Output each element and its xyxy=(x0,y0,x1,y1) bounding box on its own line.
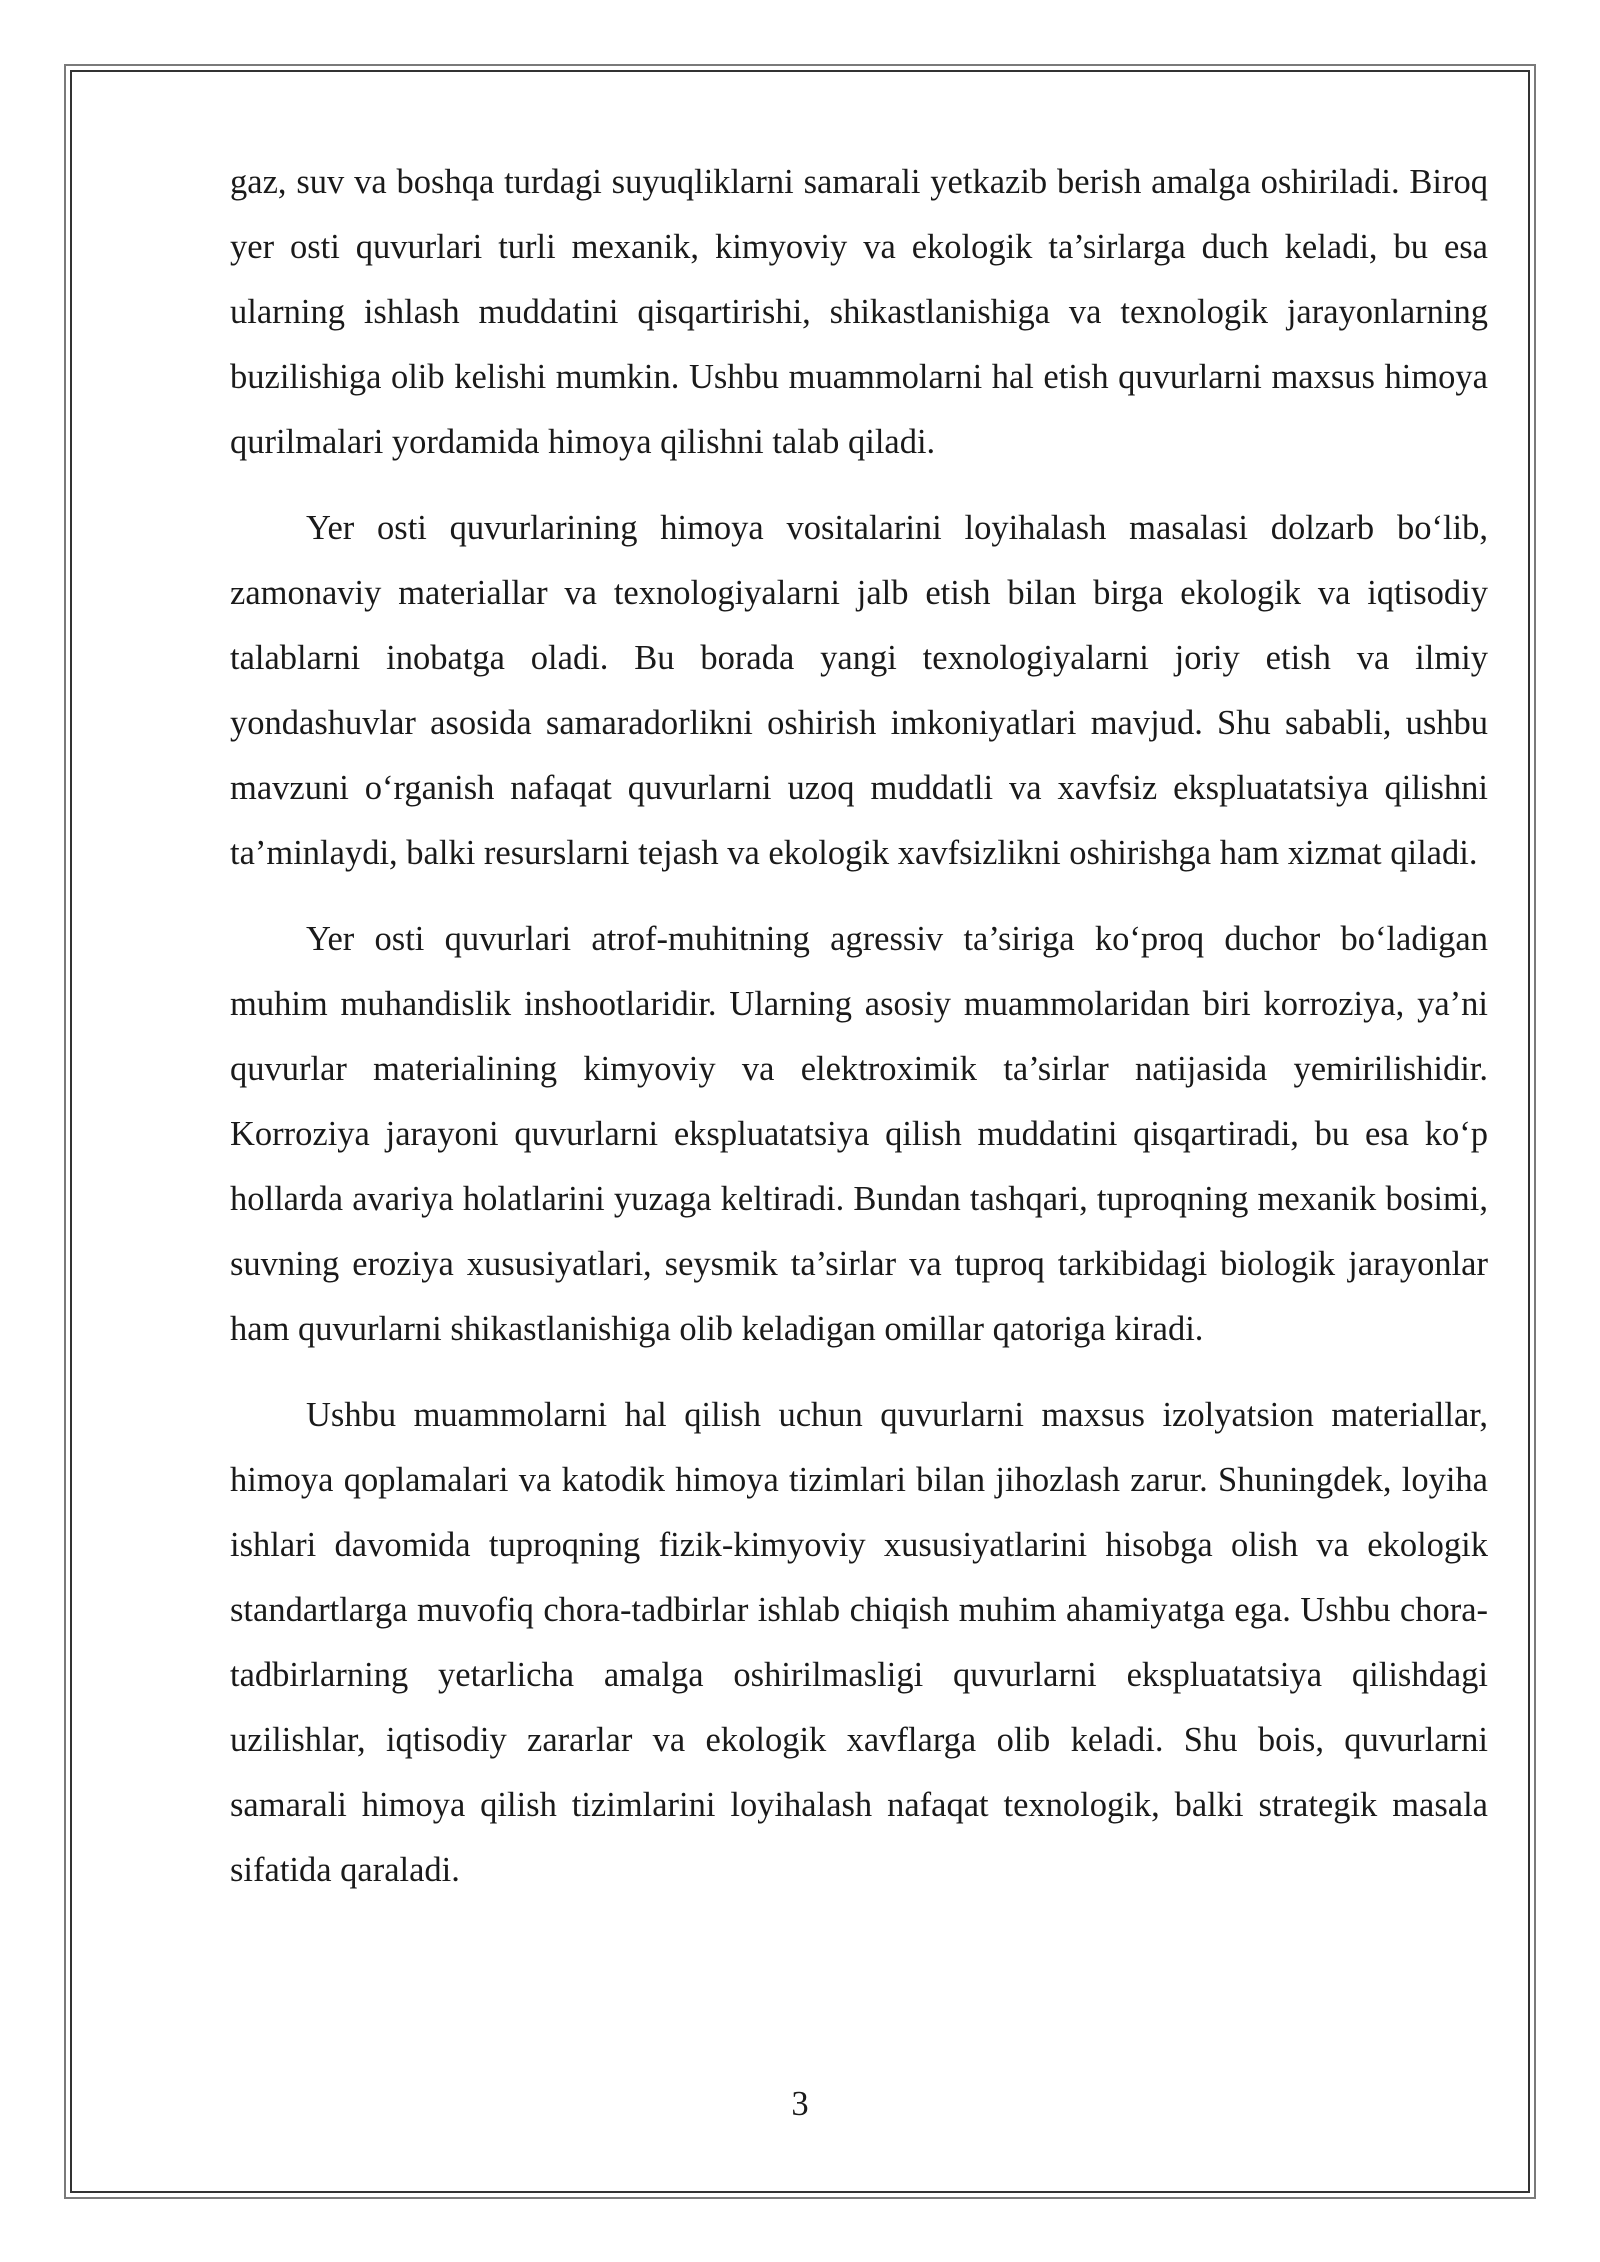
paragraph: Ushbu muammolarni hal qilish uchun quvurlarni maxsus izolyatsion materiallar, himoya qoplamalari va katodik himoya tizimlari bilan jihozlash zarur. Shuningdek, loyiha ishlari davomida tuproqning fizik-kimyoviy xususiyatlarini hisobga olish va ekologik standartlarga muvofiq chora-tadbirlar ishlab chiqish muhim ahamiyatga ega. Ushbu chora-tadbirlarning yetarlicha amalga oshirilmasligi quvurlarni ekspluatatsiya qilishdagi uzilishlar, iqtisodiy zararlar va ekologik xavflarga olib keladi. Shu bois, quvurlarni samarali himoya qilish tizimlarini loyihalash nafaqat texnologik, balki strategik masala sifatida qaraladi. xyxy=(230,1396,1488,1889)
page-number: 3 xyxy=(791,2085,809,2123)
document-body xyxy=(230,150,1488,1924)
paragraph: Yer osti quvurlari atrof-muhitning agressiv ta’siriga ko‘proq duchor bo‘ladigan muhim muhandislik inshootlaridir. Ularning asosiy muammolaridan biri korroziya, ya’ni quvurlar materialining kimyoviy va elektroximik ta’sirlar natijasida yemirilishidir. Korroziya jarayoni quvurlarni ekspluatatsiya qilish muddatini qisqartiradi, bu esa ko‘p hollarda avariya holatlarini yuzaga keltiradi. Bundan tashqari, tuproqning mexanik bosimi, suvning eroziya xususiyatlari, seysmik ta’sirlar va tuproq tarkibidagi biologik jarayonlar ham quvurlarni shikastlanishiga olib keladigan omillar qatoriga kiradi. xyxy=(230,920,1488,1348)
paragraph-continuation: gaz, suv va boshqa turdagi suyuqliklarni samarali yetkazib berish amalga oshiriladi. Biroq yer osti quvurlari turli mexanik, kimyoviy va ekologik ta’sirlarga duch keladi, bu esa ularning ishlash muddatini qisqartirishi, shikastlanishiga va texnologik jarayonlarning buzilishiga olib kelishi mumkin. Ushbu muammolarni hal etish quvurlarni maxsus himoya qurilmalari yordamida himoya qilishni talab qiladi. xyxy=(230,163,1488,461)
paragraph: Yer osti quvurlarining himoya vositalarini loyihalash masalasi dolzarb bo‘lib, zamonaviy materiallar va texnologiyalarni jalb etish bilan birga ekologik va iqtisodiy talablarni inobatga oladi. Bu borada yangi texnologiyalarni joriy etish va ilmiy yondashuvlar asosida samaradorlikni oshirish imkoniyatlari mavjud. Shu sababli, ushbu mavzuni o‘rganish nafaqat quvurlarni uzoq muddatli va xavfsiz ekspluatatsiya qilishni ta’minlaydi, balki resurslarni tejash va ekologik xavfsizlikni oshirishga ham xizmat qiladi. xyxy=(230,509,1488,872)
